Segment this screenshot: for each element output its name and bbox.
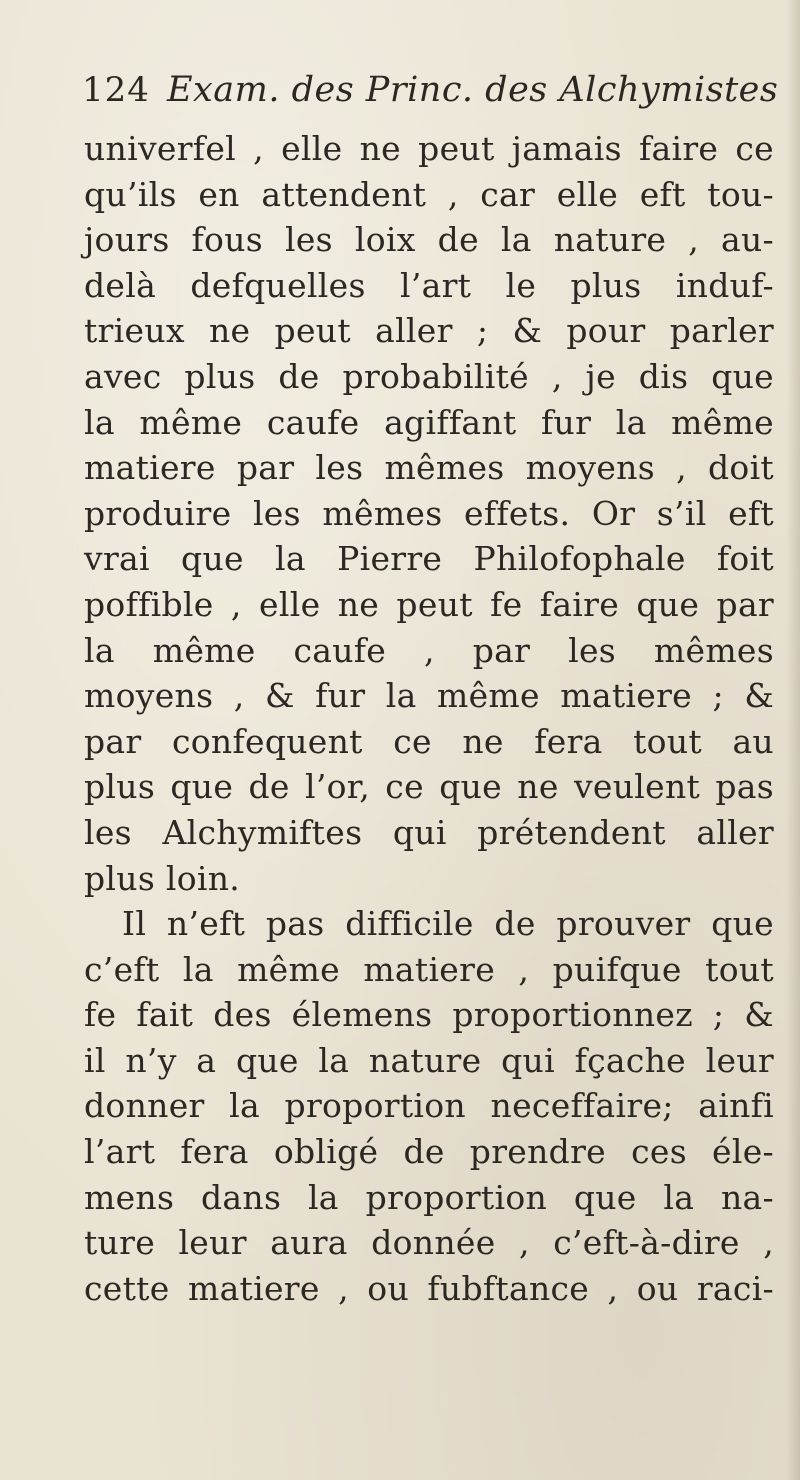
text-line: la même caufe agiffant fur la même (84, 402, 774, 442)
text-line: moyens , & fur la même matiere ; & (84, 676, 774, 716)
text-line: matiere par les mêmes moyens , doit (84, 448, 774, 488)
paragraph-start-line: Il n’eft pas difficile de prouver que (122, 904, 774, 944)
text-line: c’eft la même matiere , puifque tout (84, 949, 774, 989)
text-line: donner la proportion neceffaire; ainfi (84, 1086, 774, 1126)
text-line: avec plus de probabilité , je dis que (84, 356, 774, 396)
text-line: l’art fera obligé de prendre ces éle- (84, 1132, 774, 1172)
text-line: les Alchymiftes qui prétendent aller (84, 812, 774, 852)
paragraph-end-line: plus loin. (84, 858, 241, 898)
text-line: il n’y a que la nature qui fçache leur (84, 1040, 774, 1080)
text-line: cette matiere , ou fubftance , ou raci- (84, 1268, 774, 1308)
page-number: 124 (82, 70, 150, 110)
text-line: ture leur aura donnée , c’eft-à-dire , (84, 1223, 774, 1263)
text-line: qu’ils en attendent , car elle eft tou- (84, 174, 774, 214)
text-line: vrai que la Pierre Philofophale foit (84, 539, 774, 579)
running-head-title: Exam. des Princ. des Alchymistes (167, 70, 779, 110)
text-line: produire les mêmes effets. Or s’il eft (84, 493, 774, 533)
running-head (82, 70, 779, 120)
text-line: poffible , elle ne peut fe faire que par (84, 584, 774, 624)
text-line: par confequent ce ne fera tout au (84, 721, 774, 761)
text-line: univerfel , elle ne peut jamais faire ce (84, 129, 774, 168)
text-line: mens dans la proportion que la na- (84, 1177, 774, 1217)
body-text (84, 126, 774, 1311)
page-edge-shadow (786, 0, 800, 1480)
text-line: la même caufe , par les mêmes (84, 630, 774, 670)
text-line: plus que de l’or, ce que ne veulent pas (84, 767, 774, 807)
text-line: jours fous les loix de la nature , au- (84, 220, 774, 260)
text-line: fe fait des élemens proportionnez ; & (84, 995, 774, 1035)
text-line: delà defquelles l’art le plus induf- (84, 265, 774, 305)
text-line: trieux ne peut aller ; & pour parler (84, 311, 774, 351)
